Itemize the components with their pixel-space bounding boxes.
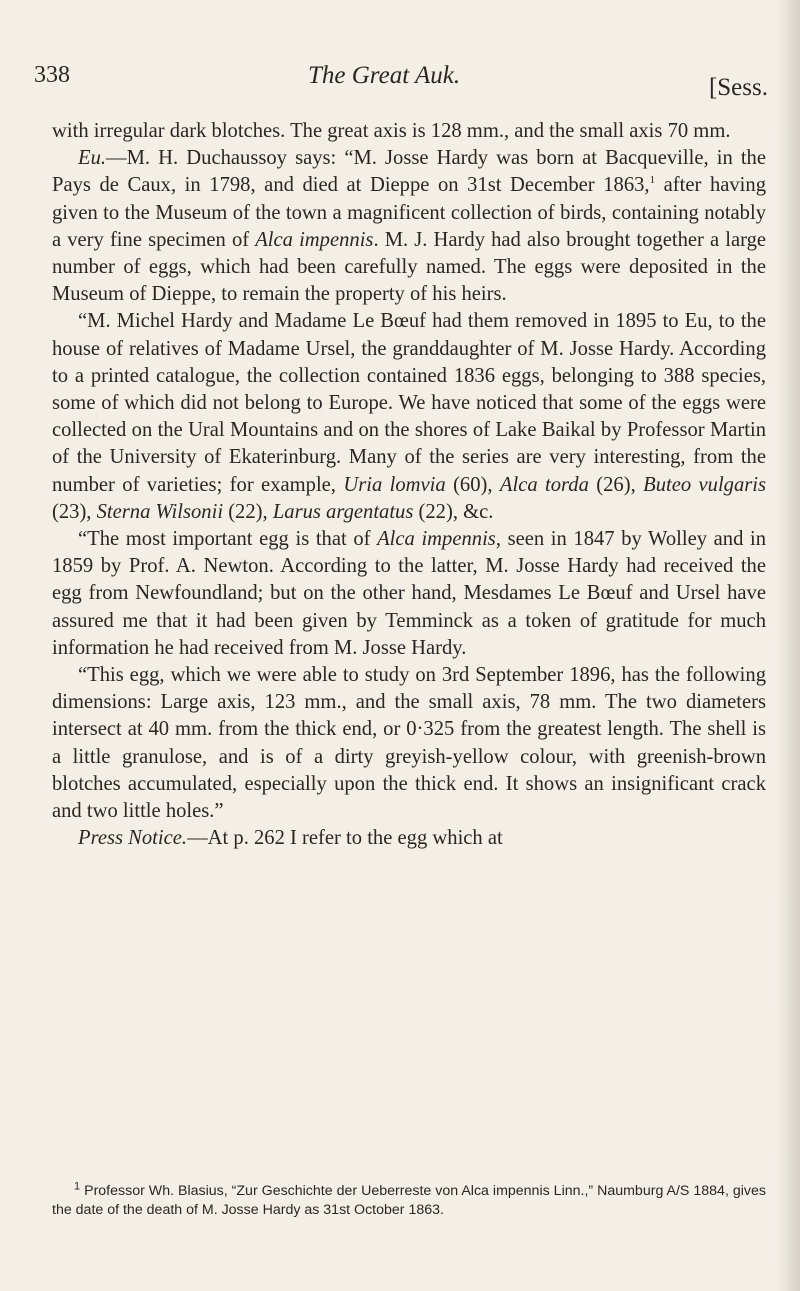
section-mark: [Sess. xyxy=(708,74,768,101)
footnote-text: Professor Wh. Blasius, “Zur Geschichte der Ueberreste von Alca impennis Linn.,” Naumburg A/S 1884, gives the date of the death of M. Josse Hardy as 31st October 1863. xyxy=(52,1183,766,1218)
paragraph-text: “M. Michel Hardy and Madame Le Bœuf had them removed in 1895 to Eu, to the house of relatives of Madame Ursel, the granddaughter of M. Josse Hardy. According to a printed catalogue, the collection contained 1836 eggs, belonging to 388 species, some of which did not belong to Europe. We have noticed that some of the eggs were collected on the Ural Mountains and on the shores of Lake Baikal by Professor Martin of the University of Ekaterinburg. Many of the series are very interesting, from the number of varieties; for example, xyxy=(52,310,766,496)
paragraph-text: (23), xyxy=(52,500,97,523)
paragraph xyxy=(52,662,766,825)
paragraph-lead: Eu. xyxy=(78,147,107,170)
species-name: Buteo vulgaris xyxy=(643,473,767,496)
species-name: Alca impennis xyxy=(377,528,496,551)
paragraph-lead: Press Notice. xyxy=(78,827,188,850)
page-edge-shadow xyxy=(778,0,800,1291)
paragraph-text: with irregular dark blotches. The great axis is 128 mm., and the small axis 70 mm. xyxy=(52,120,731,142)
paragraph xyxy=(52,526,766,662)
page-number: 338 xyxy=(34,62,70,88)
footnote xyxy=(52,1182,766,1219)
species-name: Uria lomvia xyxy=(343,473,446,496)
species-name: Larus argentatus xyxy=(272,500,414,523)
paragraph-text: . M. J. Hardy had also brought together a large number of eggs, which had been carefully named. The eggs were deposited in the Museum of Dieppe, to remain the property of his heirs. xyxy=(52,228,767,306)
paragraph-text: —M. H. Duchaussoy says: “M. Josse Hardy was born at Bacqueville, in the Pays de Caux, in 1798, and died at Dieppe on 31st December 1863, xyxy=(52,147,766,197)
running-header xyxy=(28,62,768,102)
paragraph xyxy=(52,118,766,145)
species-name: Alca impennis xyxy=(255,228,374,251)
species-name: Sterna Wilsonii xyxy=(96,500,224,523)
paragraph-text: “This egg, which we were able to study on 3rd September 1896, has the following dimensions: Large axis, 123 mm., and the small axis, 78 mm. The two diameters intersect at 40 mm. from the thick end, or 0·325 from the greatest length. The shell is a little granulose, and is of a dirty greyish-yellow colour, with greenish-brown blotches accumulated, especially upon the thick end. It shows an insignificant crack and two little holes.” xyxy=(52,664,766,823)
paragraph-text: , seen in 1847 by Wolley and in 1859 by Prof. A. Newton. According to the latter, M. Josse Hardy had received the egg from Newfoundland; but on the other hand, Mesdames Le Bœuf and Ursel have assured me that it had been given by Temminck as a token of gratitude for much information he had received from M. Josse Hardy. xyxy=(52,528,766,659)
paragraph-text: “The most important egg is that of xyxy=(78,528,378,551)
paragraph-text: —At p. 262 I refer to the egg which at xyxy=(187,827,503,850)
running-title: The Great Auk. xyxy=(308,62,461,89)
paragraph xyxy=(52,825,766,852)
footnote-reference[interactable]: 1 xyxy=(649,174,656,187)
species-name: Alca torda xyxy=(499,473,589,496)
paragraph-text: (26), xyxy=(588,473,644,496)
footnotes xyxy=(52,1182,766,1219)
paragraph-text: (60), xyxy=(445,473,500,496)
paragraph xyxy=(52,145,766,308)
body-text xyxy=(52,118,766,852)
footnote-marker: 1 xyxy=(74,1180,81,1193)
paragraph xyxy=(52,308,766,526)
paragraph-text: (22), &c. xyxy=(413,500,494,523)
paragraph-text: after having given to the Museum of the town a magnificent collection of birds, containing notably a very fine specimen of xyxy=(52,174,766,251)
paragraph-text: (22), xyxy=(223,500,273,523)
